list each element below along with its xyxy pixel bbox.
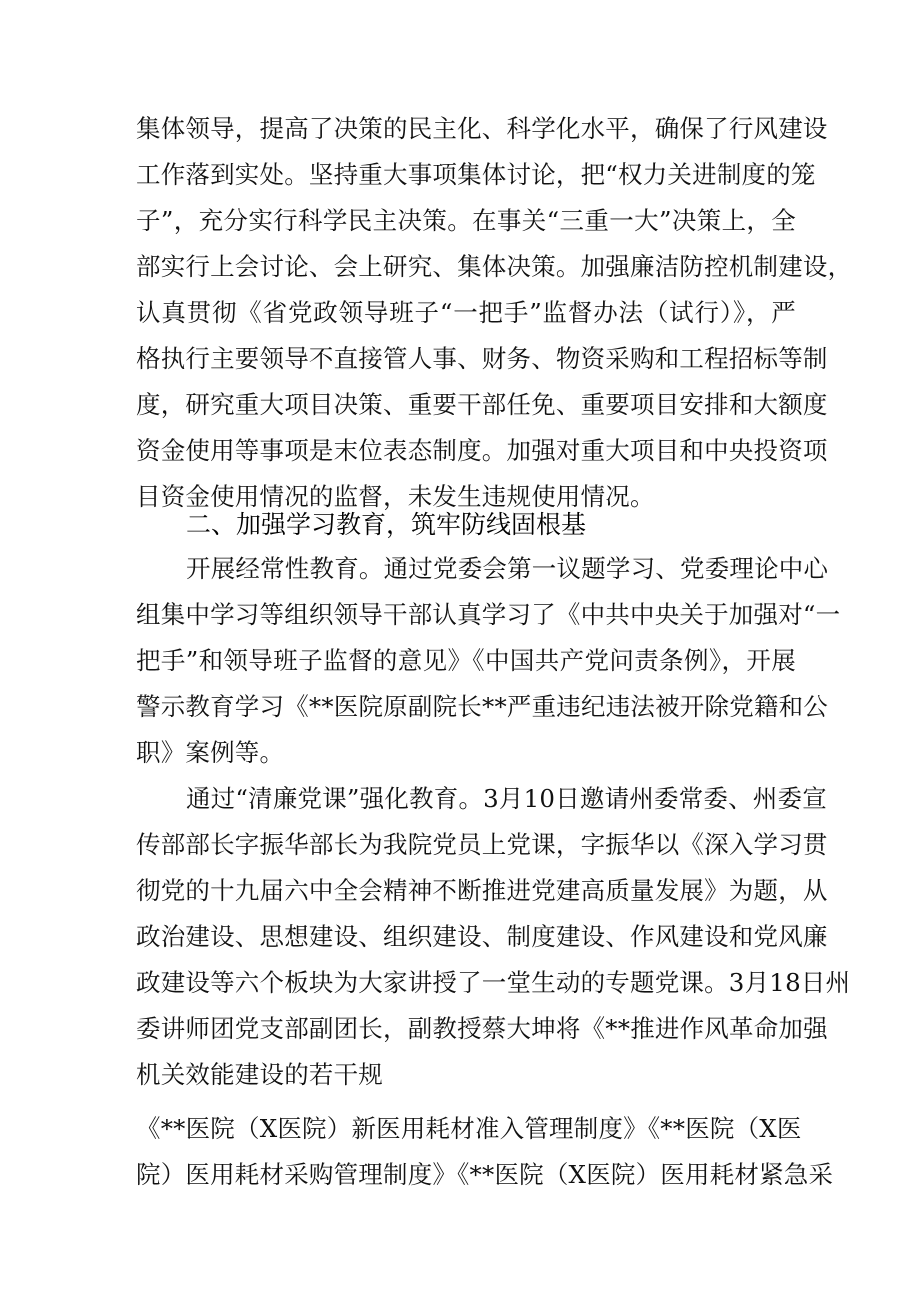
text-line: 院）医用耗材采购管理制度》《**医院（X医院）医用耗材紧急采 (136, 1160, 834, 1189)
text-line: 认真贯彻《省党政领导班子“一把手”监督办法（试行）》，严 (136, 298, 796, 327)
text-line: 职》案例等。 (136, 738, 285, 767)
text-line: 资金使用等事项是末位表态制度。加强对重大项目和中央投资项 (136, 436, 828, 465)
text-line: 传部部长字振华部长为我院党员上党课，字振华以《深入学习贯 (136, 830, 828, 859)
text-line: 彻党的十九届六中全会精神不断推进党建高质量发展》为题，从 (136, 876, 828, 905)
text-line: 政建设等六个板块为大家讲授了一堂生动的专题党课。3月18日州 (136, 968, 851, 997)
text-line: 政治建设、思想建设、组织建设、制度建设、作风建设和党风廉 (136, 922, 828, 951)
text-line: 机关效能建设的若干规 (136, 1060, 383, 1089)
text-line: 《**医院（X医院）新医用耗材准入管理制度》《**医院（X医 (136, 1114, 802, 1143)
text-line: 格执行主要领导不直接管人事、财务、物资采购和工程招标等制 (136, 344, 828, 373)
text-line: 子”，充分实行科学民主决策。在事关“三重一大”决策上，全 (136, 206, 796, 235)
text-line: 开展经常性教育。通过党委会第一议题学习、党委理论中心 (186, 554, 829, 583)
text-line: 通过“清廉党课”强化教育。3月10日邀请州委常委、州委宣 (186, 784, 827, 813)
text-line: 把手”和领导班子监督的意见》《中国共产党问责条例》，开展 (136, 646, 796, 675)
text-line: 工作落到实处。坚持重大事项集体讨论，把“权力关进制度的笼 (136, 160, 816, 189)
text-line: 度，研究重大项目决策、重要干部任免、重要项目安排和大额度 (136, 390, 828, 419)
text-line: 组集中学习等组织领导干部认真学习了《中共中央关于加强对“一 (136, 600, 841, 629)
text-line: 警示教育学习《**医院原副院长**严重违纪违法被开除党籍和公 (136, 692, 828, 721)
section-heading: 二、加强学习教育，筑牢防线固根基 (186, 510, 587, 539)
text-line: 集体领导，提高了决策的民主化、科学化水平，确保了行风建设 (136, 114, 828, 143)
text-line: 部实行上会讨论、会上研究、集体决策。加强廉洁防控机制建设， (136, 252, 853, 281)
text-line: 目资金使用情况的监督，未发生违规使用情况。 (136, 482, 655, 511)
text-line: 委讲师团党支部副团长，副教授蔡大坤将《**推进作风革命加强 (136, 1014, 828, 1043)
